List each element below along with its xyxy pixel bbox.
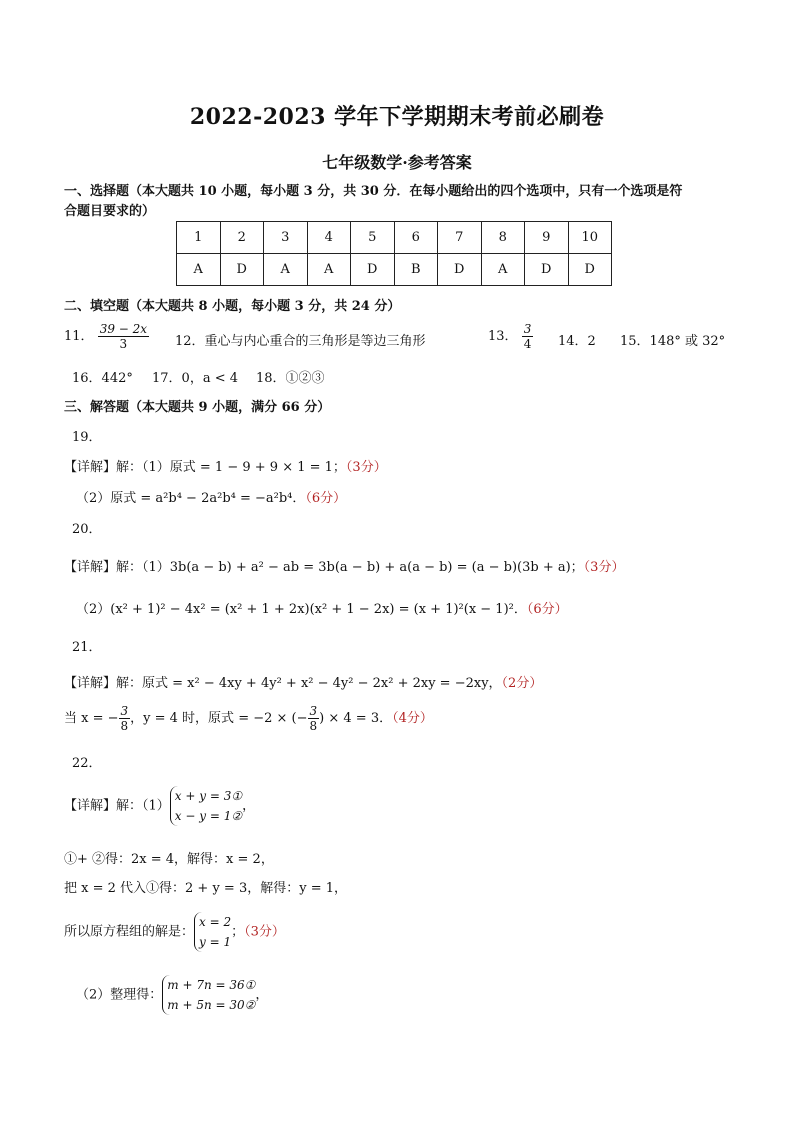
answer-table-cell: 4 bbox=[307, 222, 351, 254]
answer-table-cell: D bbox=[438, 254, 482, 286]
score-badge: （4分） bbox=[392, 711, 433, 726]
q11 bbox=[64, 322, 149, 351]
answer-table-cell: A bbox=[481, 254, 525, 286]
equation-system: m + 7n = 36① m + 5n = 30② bbox=[162, 975, 255, 1015]
answer-table-cell: 1 bbox=[177, 222, 221, 254]
q22-number: 22． bbox=[72, 756, 102, 771]
q19-line1: 【详解】解：（1）原式 = 1 − 9 + 9 × 1 = 1；（3分） bbox=[64, 460, 387, 475]
q17: 17．0，a < 4 bbox=[152, 371, 238, 386]
answer-table-cell: D bbox=[351, 254, 395, 286]
q11-fraction: $\frac{39 - 2x}{3}$ bbox=[99, 322, 148, 351]
q12: 12．重心与内心重合的三角形是等边三角形 bbox=[175, 334, 426, 349]
answer-table-cell: 6 bbox=[394, 222, 438, 254]
score-badge: （6分） bbox=[305, 491, 347, 506]
answer-table-cell: 7 bbox=[438, 222, 482, 254]
q18: 18．①②③ bbox=[256, 371, 325, 386]
q22-line5: （2）整理得： m + 7n = 36① m + 5n = 30② ， bbox=[76, 975, 268, 1015]
answer-table-cell: A bbox=[177, 254, 221, 286]
answer-table-numbers-row bbox=[177, 222, 612, 254]
answer-table bbox=[176, 221, 612, 286]
q13-label: 13． bbox=[488, 329, 518, 344]
answer-table-cell: 9 bbox=[525, 222, 569, 254]
equation-system: x + y = 3① x − y = 1② bbox=[170, 786, 242, 826]
answer-table-cell: 5 bbox=[351, 222, 395, 254]
score-badge: （3分） bbox=[244, 924, 285, 940]
answer-table-cell: D bbox=[220, 254, 264, 286]
answer-table-cell: 8 bbox=[481, 222, 525, 254]
answer-table-cell: D bbox=[568, 254, 612, 286]
section1-header-cont: 合题目要求的） bbox=[64, 204, 156, 219]
answer-table-cell: 10 bbox=[568, 222, 612, 254]
q21-line2: 当 x = − $\frac{3}{8}$ ，y = 4 时，原式 = −2 × (− $\frac{3}{8}$ ) × 4 = 3．（4分） bbox=[64, 704, 433, 733]
q13 bbox=[488, 322, 533, 351]
answer-table-cell: 2 bbox=[220, 222, 264, 254]
q20-line2: （2）(x² + 1)² − 4x² = (x² + 1 + 2x)(x² + 1 − 2x) = (x + 1)²(x − 1)²．（6分） bbox=[76, 602, 568, 617]
section2-header: 二、填空题（本大题共 8 小题，每小题 3 分，共 24 分） bbox=[64, 299, 401, 314]
score-badge: （2分） bbox=[501, 676, 543, 691]
page-title: 2022-2023 学年下学期期末考前必刷卷 bbox=[189, 104, 605, 130]
q21-number: 21． bbox=[72, 640, 102, 655]
q15: 15．148° 或 32° bbox=[620, 334, 726, 349]
q16: 16．442° bbox=[72, 371, 133, 386]
answer-table-cell: 3 bbox=[264, 222, 308, 254]
q21-fraction: $\frac{3}{8}$ bbox=[309, 704, 318, 733]
score-badge: （3分） bbox=[583, 560, 625, 575]
answer-table-answers-row bbox=[177, 254, 612, 286]
q13-fraction: $\frac{3}{4}$ bbox=[523, 322, 532, 351]
q22-line4: 所以原方程组的解是： x = 2 y = 1 ；（3分） bbox=[64, 912, 285, 952]
answer-table-cell: D bbox=[525, 254, 569, 286]
section1-header: 一、选择题（本大题共 10 小题，每小题 3 分，共 30 分．在每小题给出的四个选项中，只有一个选项是符 bbox=[64, 184, 683, 199]
q22-line1: 【详解】解：（1） x + y = 3① x − y = 1② ， bbox=[64, 786, 255, 826]
score-badge: （3分） bbox=[345, 460, 387, 475]
q22-line3: 把 x = 2 代入①得：2 + y = 3，解得：y = 1， bbox=[64, 881, 347, 896]
answer-table-cell: B bbox=[394, 254, 438, 286]
q22-line2: ①+ ②得：2x = 4，解得：x = 2， bbox=[64, 852, 274, 867]
answer-table-cell: A bbox=[264, 254, 308, 286]
q20-line1: 【详解】解：（1）3b(a − b) + a² − ab = 3b(a − b) + a(a − b) = (a − b)(3b + a)；（3分） bbox=[64, 560, 625, 575]
q21-fraction: $\frac{3}{8}$ bbox=[120, 704, 129, 733]
q14: 14．2 bbox=[558, 334, 596, 349]
q11-label: 11． bbox=[64, 329, 94, 344]
section3-header: 三、解答题（本大题共 9 小题，满分 66 分） bbox=[64, 400, 331, 415]
q20-number: 20． bbox=[72, 522, 102, 537]
page-subtitle: 七年级数学·参考答案 bbox=[322, 153, 472, 172]
score-badge: （6分） bbox=[526, 602, 568, 617]
q19-line2: （2）原式 = a²b⁴ − 2a²b⁴ = −a²b⁴．（6分） bbox=[76, 491, 347, 506]
answer-table-cell: A bbox=[307, 254, 351, 286]
equation-system: x = 2 y = 1 bbox=[194, 912, 231, 952]
q21-line1: 【详解】解：原式 = x² − 4xy + 4y² + x² − 4y² − 2x² + 2xy = −2xy，（2分） bbox=[64, 676, 543, 691]
q19-number: 19． bbox=[72, 430, 102, 445]
